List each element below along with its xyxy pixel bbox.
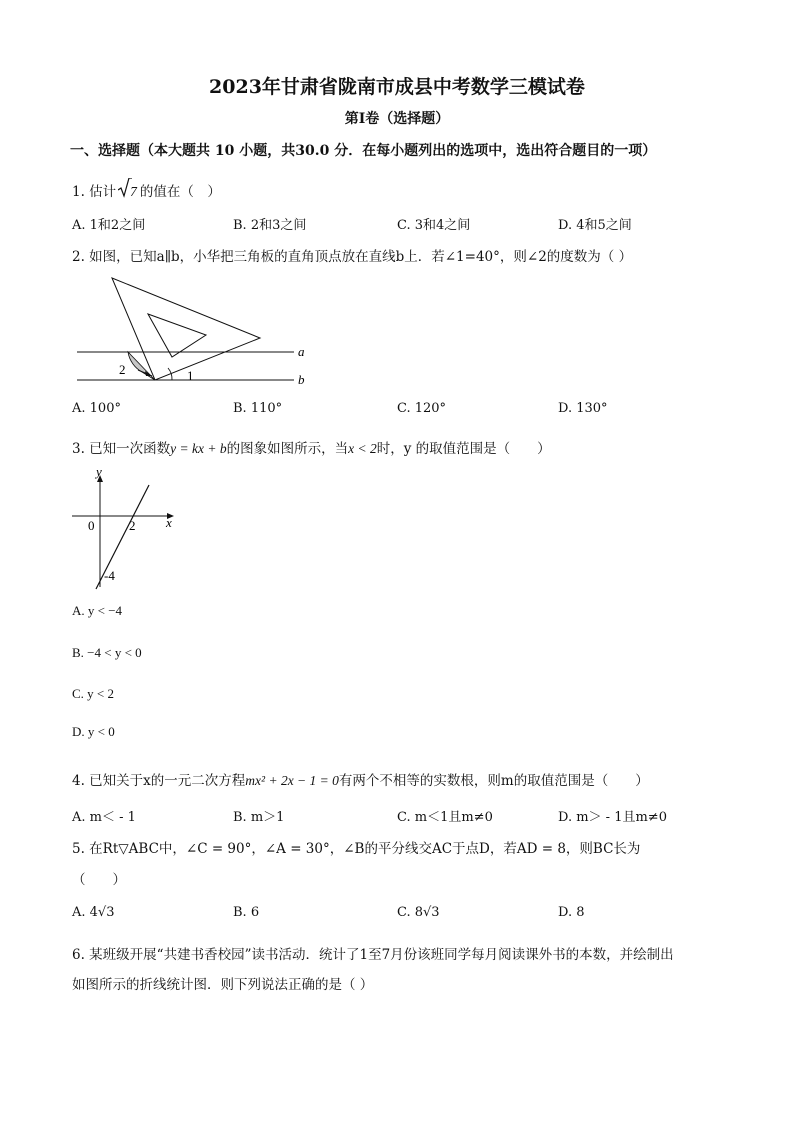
line-a-label: a: [298, 344, 305, 359]
question-4-text-pre: 4. 已知关于x的一元二次方程: [72, 773, 246, 789]
question-4-stem: [72, 769, 649, 789]
question-3-text-pre: 3. 已知一次函数: [72, 441, 171, 457]
question-4-text-post: 有两个不相等的实数根，则m的取值范围是（ ）: [338, 773, 649, 789]
q1-option-c[interactable]: C. 3和4之间: [397, 218, 471, 233]
q5-option-c[interactable]: C. 8√3: [397, 905, 440, 920]
q3-option-d[interactable]: D. y < 0: [72, 724, 115, 739]
parallel-lines-triangle-figure: [72, 272, 322, 390]
x-axis-label: x: [166, 515, 172, 530]
triangle-inner: [148, 314, 206, 357]
y-axis-label: y: [96, 464, 102, 479]
q3-option-c[interactable]: C. y < 2: [72, 686, 115, 701]
section-heading: 一、选择题（本大题共 10 小题，共30.0 分．在每小题列出的选项中，选出符合题目的一项）: [70, 143, 657, 159]
q5-option-a[interactable]: A. 4√3: [72, 905, 115, 920]
q5-option-b[interactable]: B. 6: [233, 905, 260, 920]
line-b-label: b: [298, 372, 305, 387]
q4-option-d[interactable]: D. m＞ - 1且m≠0: [558, 810, 667, 825]
q4-option-c[interactable]: C. m＜1且m≠0: [397, 810, 493, 825]
volume-heading: 第I卷（选择题）: [344, 111, 450, 127]
question-3-text-mid: 的图象如图所示，当: [226, 441, 349, 457]
q1-option-a[interactable]: A. 1和2之间: [72, 218, 146, 233]
q2-option-a[interactable]: A. 100°: [72, 401, 121, 416]
function-expression: y = kx + b: [170, 441, 227, 456]
linear-function-graph: [66, 463, 182, 591]
q1-option-b[interactable]: B. 2和3之间: [233, 218, 307, 233]
question-5-stem-line1: 5. 在Rt▽ABC中，∠C = 90°，∠A = 30°，∠B的平分线交AC于点D，若AD = 8，则BC长为: [72, 841, 641, 857]
quadratic-expression: mx² + 2x − 1 = 0: [245, 773, 339, 788]
question-1-stem: [72, 180, 221, 200]
question-6-stem-line2: 如图所示的折线统计图．则下列说法正确的是（ ）: [72, 977, 374, 993]
angle-2-label: 2: [119, 362, 126, 377]
q2-option-d[interactable]: D. 130°: [558, 401, 608, 416]
sqrt-expression: [119, 184, 137, 200]
question-3-stem: [72, 437, 551, 457]
question-2-stem: 2. 如图，已知a∥b，小华把三角板的直角顶点放在直线b上．若∠1=40°，则∠2的度数为（ ）: [72, 249, 633, 265]
question-1-text-pre: 1. 估计: [72, 184, 117, 200]
x-intercept-label: 2: [129, 518, 136, 533]
q3-option-a[interactable]: A. y < −4: [72, 603, 123, 618]
q5-option-d[interactable]: D. 8: [558, 905, 585, 920]
sqrt-radicand: 7: [130, 184, 137, 199]
q4-option-a[interactable]: A. m＜ - 1: [72, 810, 136, 825]
exam-title: 2023年甘肃省陇南市成县中考数学三模试卷: [209, 76, 585, 98]
angle-1-label: 1: [187, 368, 194, 383]
y-intercept-label: -4: [104, 568, 115, 583]
question-5-stem-line2: （ ）: [72, 872, 126, 888]
q2-option-b[interactable]: B. 110°: [233, 401, 283, 416]
q1-option-d[interactable]: D. 4和5之间: [558, 218, 632, 233]
condition-expression: x < 2: [348, 441, 377, 456]
question-3-text-post: 时，y 的取值范围是（ ）: [376, 441, 551, 457]
question-1-text-post: 的值在（ ）: [139, 184, 221, 200]
q4-option-b[interactable]: B. m＞1: [233, 810, 285, 825]
q3-option-b[interactable]: B. −4 < y < 0: [72, 645, 142, 660]
q2-option-c[interactable]: C. 120°: [397, 401, 447, 416]
origin-label: 0: [88, 518, 95, 533]
radical-sign-icon: [118, 178, 132, 198]
question-6-stem-line1: 6. 某班级开展“共建书香校园”读书活动．统计了1至7月份该班同学每月阅读课外书的本数，并绘制出: [72, 947, 674, 963]
